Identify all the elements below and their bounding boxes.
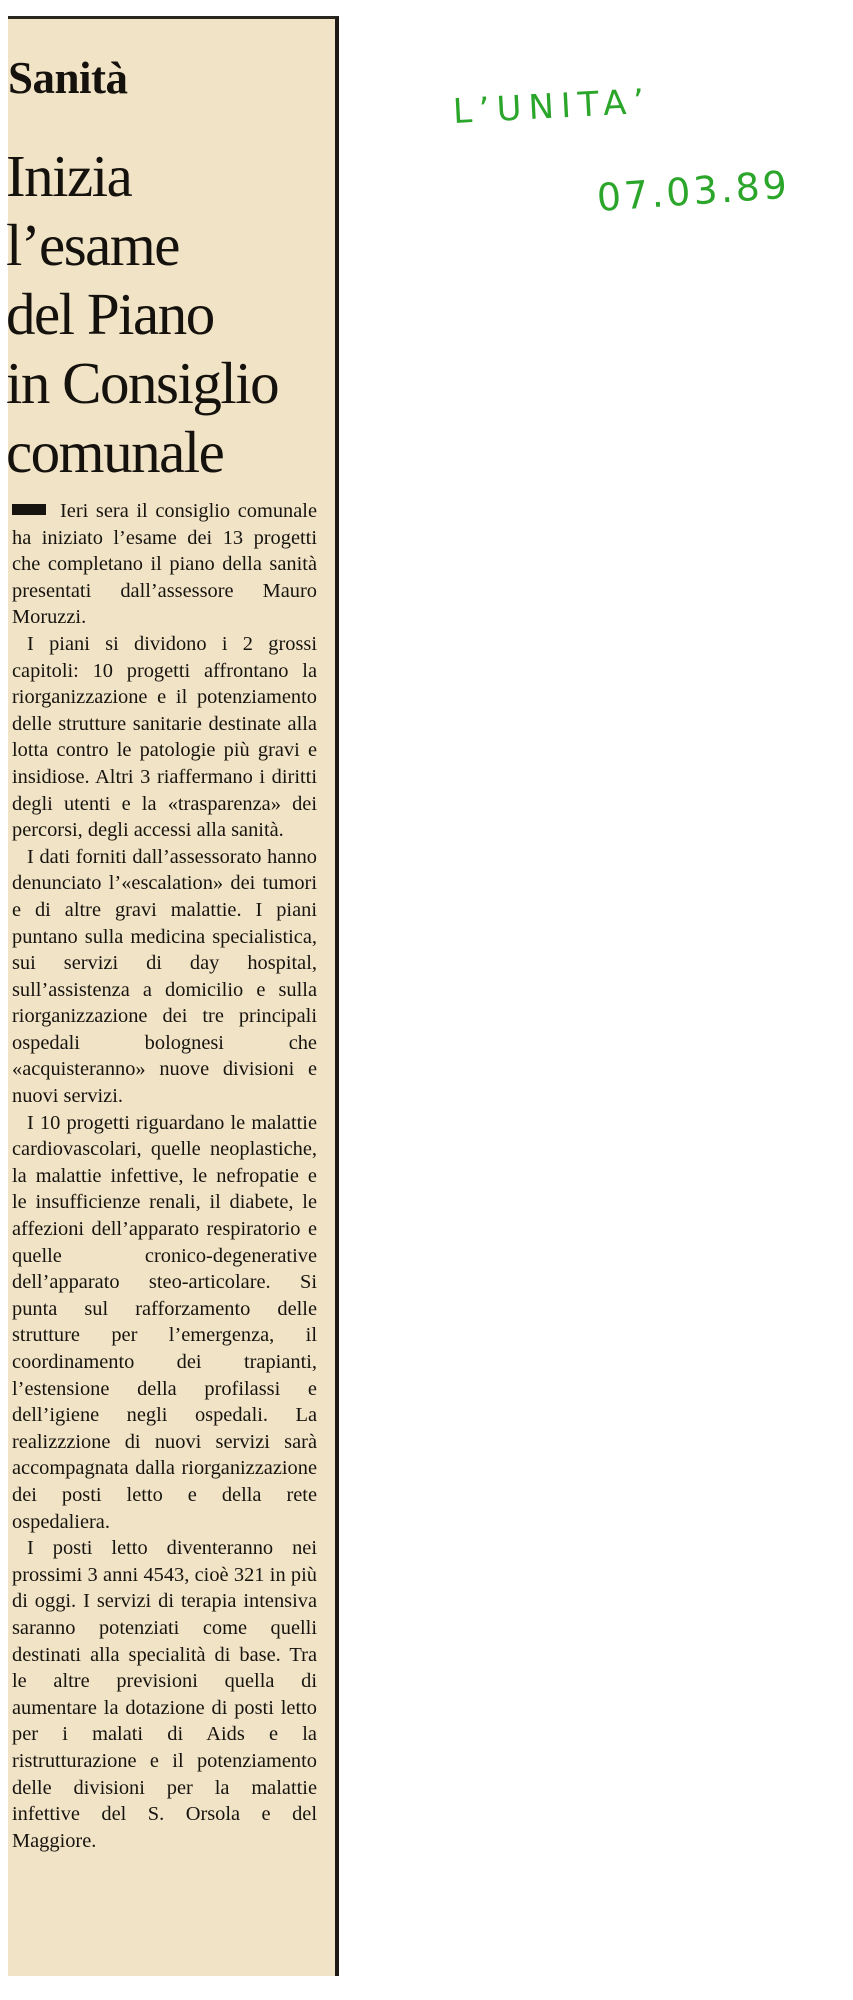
article-body	[12, 498, 317, 1854]
paragraph: I 10 progetti riguardano le malattie cardiovascolari, quelle neoplastiche, la malattie infettive, le nefropatie e le insufficienze renali, il diabete, le affezioni dell’apparato respiratorio e quelle cronico-degenerative dell’apparato steo-articolare. Si punta sul rafforzamento delle strutture per l’emergenza, il coordinamento dei trapianti, l’estensione della profilassi e dell’igiene negli ospedali. La realizzzione di nuovi servizi sarà accompagnata dalla riorganizzazione dei posti letto e della rete ospedaliera.	[12, 1111, 317, 1533]
paragraph-lead	[12, 498, 317, 631]
paragraph: I piani si dividono i 2 grossi capitoli: 10 progetti affrontano la riorganizzazione e il potenziamento delle strutture sanitarie destinate alla lotta contro le patologie più gravi e insidiose. Altri 3 riaffermano i diritti degli utenti e la «trasparenza» dei percorsi, degli accessi alla sanità.	[12, 632, 317, 842]
headline-line: l’esame	[6, 212, 179, 278]
handwritten-source-note: L’UNITA’	[451, 81, 653, 132]
section-kicker: Sanità	[8, 53, 128, 103]
headline-line: in Consiglio	[6, 350, 279, 416]
paragraph: I dati forniti dall’assessorato hanno denunciato l’«escalation» dei tumori e di altre gravi malattie. I piani puntano sulla medicina specialistica, sui servizi di day hospital, sull’assistenza a domicilio e sulla riorganizzazione dei tre principali ospedali bolognesi che «acquisteranno» nuove divisioni e nuovi servizi.	[12, 845, 317, 1108]
article-headline	[6, 142, 326, 487]
lead-bullet-icon	[12, 504, 46, 515]
paragraph-text: Ieri sera il consiglio comunale ha iniziato l’esame dei 13 progetti che completano il piano della sanità presentati dall’assessore Mauro Moruzzi.	[12, 500, 317, 629]
headline-line: del Piano	[6, 281, 214, 347]
headline-line: Inizia	[6, 143, 132, 209]
paragraph: I posti letto diventeranno nei prossimi 3 anni 4543, cioè 321 in più di oggi. I servizi di terapia intensiva saranno potenziati come quelli destinati alla specialità di base. Tra le altre previsioni quella di aumentare la dotazione di posti letto per i malati di Aids e la ristrutturazione e il potenziamento delle divisioni per la malattie infettive del S. Orsola e del Maggiore.	[12, 1537, 317, 1852]
headline-line: comunale	[6, 419, 224, 485]
handwritten-date-note: 07.03.89	[595, 162, 792, 220]
